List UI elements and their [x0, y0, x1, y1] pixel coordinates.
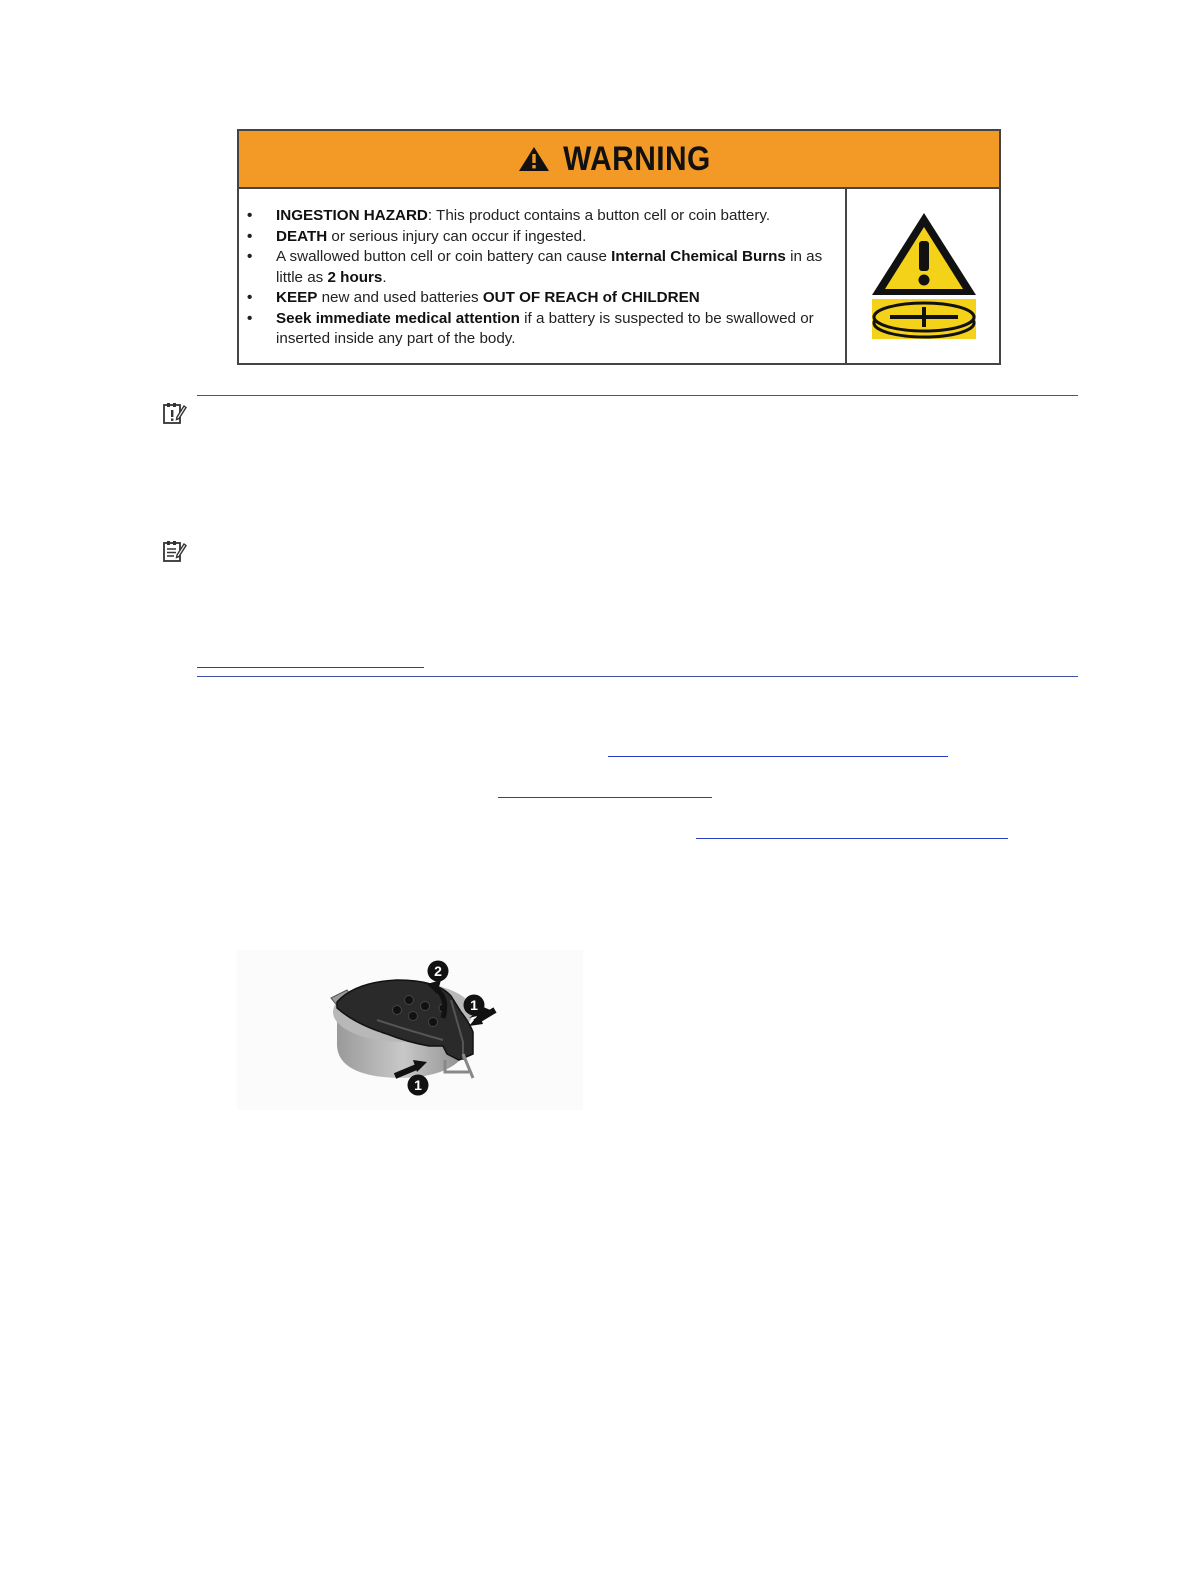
warning-title: WARNING — [563, 139, 711, 178]
warning-text-segment: in as little as — [276, 248, 823, 286]
callout-2 — [427, 960, 449, 982]
warning-text-segment: A swallowed button cell or coin battery can cause — [276, 248, 612, 265]
warning-triangle-icon — [517, 145, 551, 173]
bullet-icon: • — [247, 289, 253, 306]
warning-text-segment: or serious injury can occur if ingested. — [327, 227, 587, 245]
link-underline[interactable] — [608, 756, 948, 757]
link-underline[interactable] — [696, 838, 1008, 839]
warning-text-segment: if a battery is suspected to be swallowed or inserted inside any part of the body. — [276, 309, 814, 347]
warning-item — [239, 227, 845, 248]
callout-1-right-label: 1 — [470, 997, 478, 1013]
warning-text-segment: Internal Chemical Burns — [611, 248, 786, 265]
warning-item — [239, 288, 845, 309]
warning-text-segment: new and used batteries — [317, 289, 483, 306]
warning-text-segment: : This product contains a button cell or coin battery. — [427, 207, 771, 224]
link-underline[interactable] — [197, 667, 424, 668]
section-rule-top — [197, 395, 1078, 396]
callout-1-right — [463, 994, 485, 1016]
warning-text-segment: INGESTION HAZARD — [276, 207, 428, 224]
warning-item — [239, 309, 845, 350]
warning-text-segment: . — [382, 268, 387, 286]
callout-1-bottom-label: 1 — [414, 1077, 422, 1093]
warning-item — [239, 247, 845, 288]
warning-text-segment: OUT OF REACH of CHILDREN — [482, 289, 700, 306]
battery-removal-figure — [237, 950, 583, 1110]
bullet-icon: • — [247, 309, 253, 327]
note-icon — [161, 538, 187, 564]
warning-body — [239, 189, 847, 363]
warning-symbol — [849, 189, 999, 363]
link-underline[interactable] — [498, 797, 712, 798]
warning-text-segment: 2 hours — [327, 268, 383, 286]
important-note-icon — [161, 400, 187, 426]
bullet-icon: • — [247, 207, 253, 224]
bullet-icon: • — [247, 227, 253, 245]
warning-header — [239, 131, 999, 189]
hazard-battery-icon — [868, 209, 980, 343]
battery-warning-label — [237, 129, 1001, 365]
warning-text-segment: DEATH — [276, 227, 328, 245]
section-rule-bottom — [197, 676, 1078, 677]
warning-list — [239, 189, 845, 350]
warning-text-segment: Seek immediate medical attention — [276, 309, 520, 327]
callout-1-bottom — [407, 1074, 429, 1096]
callout-2-label: 2 — [434, 963, 442, 979]
bullet-icon: • — [247, 248, 253, 265]
warning-text-segment: KEEP — [276, 289, 318, 306]
warning-item — [239, 206, 845, 227]
